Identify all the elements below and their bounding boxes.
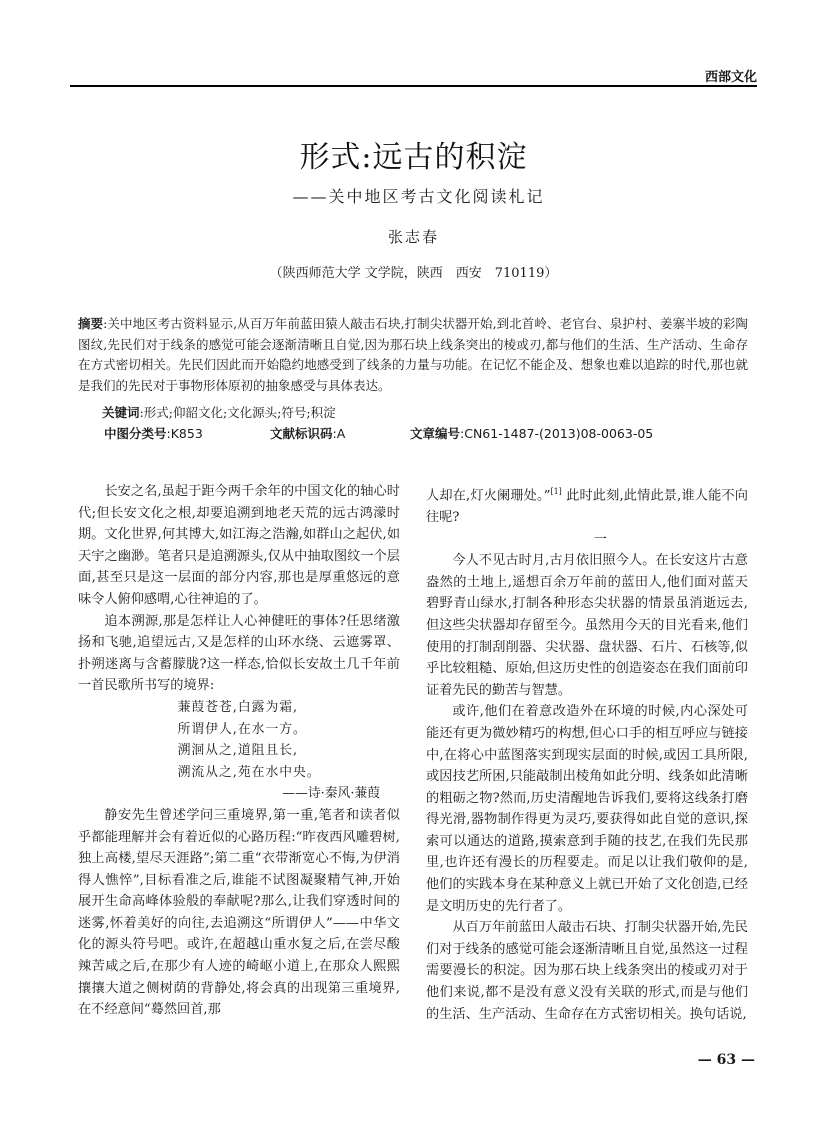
poem-line-1: 蒹葭苍苍,白露为霜, xyxy=(177,699,299,715)
keywords xyxy=(102,403,748,421)
article-number xyxy=(410,424,653,442)
poem-line-4: 溯流从之,苑在水中央。 xyxy=(177,764,321,780)
section-number: 一 xyxy=(593,531,607,547)
left-paragraph-3: 静安先生曾述学问三重境界,第一重,笔者和读者似乎都能理解并会有着近似的心路历程:“昨夜西风雕碧树,独上高楼,望尽天涯路”;第二重“衣带渐宽心不悔,为伊消得人憔悴”,目标看准之后,谁能不试图凝聚精气神,开始展开生命高峰体验般的奉献呢?那么,让我们穿透时间的迷雾,怀着美好的向往,去追溯这“所谓伊人”——中华文化的源头符号吧。或许,在超越山重水复之后,在尝尽酸辣苦咸之后,在那少有人迹的崎岖小道上,在那众人熙熙攘攘大道之侧树荫的背静处,将会真的出现第三重境界,在不经意间“蓦然回首,那 xyxy=(78,807,400,1018)
left-paragraph-1: 长安之名,虽起于距今两千余年的中国文化的轴心时代;但长安文化之根,却要追溯到地老天荒的远古鸿濛时期。文化世界,何其博大,如江海之浩瀚,如群山之起伏,如天宇之幽渺。笔者只是追溯源头,仅从中抽取图纹一个层面,甚至只是这一层面的部分内容,那也是厚重悠远的意味令人俯仰感喟,心往神追的了。 xyxy=(78,484,400,607)
poem-line-3: 溯洄从之,道阻且长, xyxy=(177,743,299,759)
header-rule xyxy=(70,85,757,87)
doc-value: :A xyxy=(332,426,346,441)
author-affiliation: （陕西师范大学 文学院，陕西 西安 710119） xyxy=(269,266,558,281)
art-value: :CN61-1487-(2013)08-0063-05 xyxy=(460,426,654,441)
quote-after: 此时此刻,此情此景,谁人能不向往呢? xyxy=(426,488,748,525)
poem-source: ——诗·秦风·蒹葭 xyxy=(282,786,380,802)
doc-label: 文献标识码 xyxy=(270,426,333,441)
article-subtitle: ——关中地区考古文化阅读札记 xyxy=(292,187,545,206)
keywords-label: 关键词 xyxy=(102,405,140,420)
keywords-text: :形式;仰韶文化;文化源头;符号;积淀 xyxy=(139,405,336,420)
author-name: 张志春 xyxy=(387,228,439,246)
right-paragraph-3: 从百万年前蓝田人敲击石块、打制尖状器开始,先民们对于线条的感觉可能会逐渐清晰且自觉,虽然这一过程需要漫长的积淀。因为那石块上线条突出的棱或刃对于他们来说,都不是没有意义没有关联的形式,而是与他们的生活、生产活动、生命存在方式密切相关。换句话说, xyxy=(426,920,748,1022)
right-paragraph-2: 或许,他们在着意改造外在环境的时候,内心深处可能还有更为微妙精巧的构想,但心口手的相互呼应与链接中,在将心中蓝图落实到现实层面的时候,或因工具所限,或因技艺所困,只能敲制出棱角如此分明、线条如此清晰的粗砺之物?然而,历史清醒地告诉我们,要将这线条打磨得光滑,器物制作得更为灵巧,要获得如此自觉的意识,探索可以通达的道路,摸索意到手随的技艺,在我们先民那里,也许还有漫长的历程要走。而足以让我们敬仰的是,他们的实践本身在某种意义上就已开始了文化创造,已经是文明历史的先行者了。 xyxy=(426,704,748,914)
abstract xyxy=(78,314,748,396)
left-paragraph-2: 追本溯源,那是怎样让人心神健旺的事体?任思绪激扬和飞驰,追望远古,又是怎样的山环水绕、云遮雾罩、扑朔迷离与含蓄朦胧?这一样态,恰似长安故土几千年前一首民歌所书写的境界: xyxy=(78,613,400,694)
article-title: 形式:远古的积淀 xyxy=(299,140,528,175)
right-paragraph-0 xyxy=(426,481,748,529)
doc-code xyxy=(270,424,345,442)
abstract-text: :关中地区考古资料显示,从百万年前蓝田猿人敲击石块,打制尖状器开始,到北首岭、老官台、泉护村、姜寨半坡的彩陶图纹,先民们对于线条的感觉可能会逐渐清晰且自觉,因为那石块上线条突出的棱或刃,都与他们的生活、生产活动、生命存在方式密切相关。先民们因此而开始隐约地感受到了线条的力量与功能。在记忆不能企及、想象也难以追踪的时代,那也就是我们的先民对于事物形体原初的抽象感受与具体表达。 xyxy=(78,316,748,393)
quote-tail: 人却在,灯火阑珊处。” xyxy=(426,488,551,504)
right-column xyxy=(426,481,748,1025)
clc-value: :K853 xyxy=(166,426,203,441)
abstract-label: 摘要 xyxy=(78,316,104,331)
journal-section-label: 西部文化 xyxy=(704,70,757,85)
left-column xyxy=(78,481,400,1021)
page-number: — 63 — xyxy=(697,1052,755,1068)
footnote-ref: [1] xyxy=(550,487,562,496)
clc-label: 中图分类号 xyxy=(104,426,167,441)
poem-line-2: 所谓伊人,在水一方。 xyxy=(177,721,307,737)
right-paragraph-1: 今人不见古时月,古月依旧照今人。在长安这片古意盎然的土地上,遥想百余万年前的蓝田人,他们面对蓝天碧野青山绿水,打制各种形态尖状器的情景虽消逝远去,但这些尖状器却存留至今。虽然用今天的目光看来,他们使用的打制刮削器、尖状器、盘状器、石片、石核等,似乎比较粗糙、原始,但这历史性的创造姿态在我们面前印证着先民的勤苦与智慧。 xyxy=(426,553,748,698)
art-label: 文章编号 xyxy=(410,426,461,441)
clc-code xyxy=(104,424,203,442)
